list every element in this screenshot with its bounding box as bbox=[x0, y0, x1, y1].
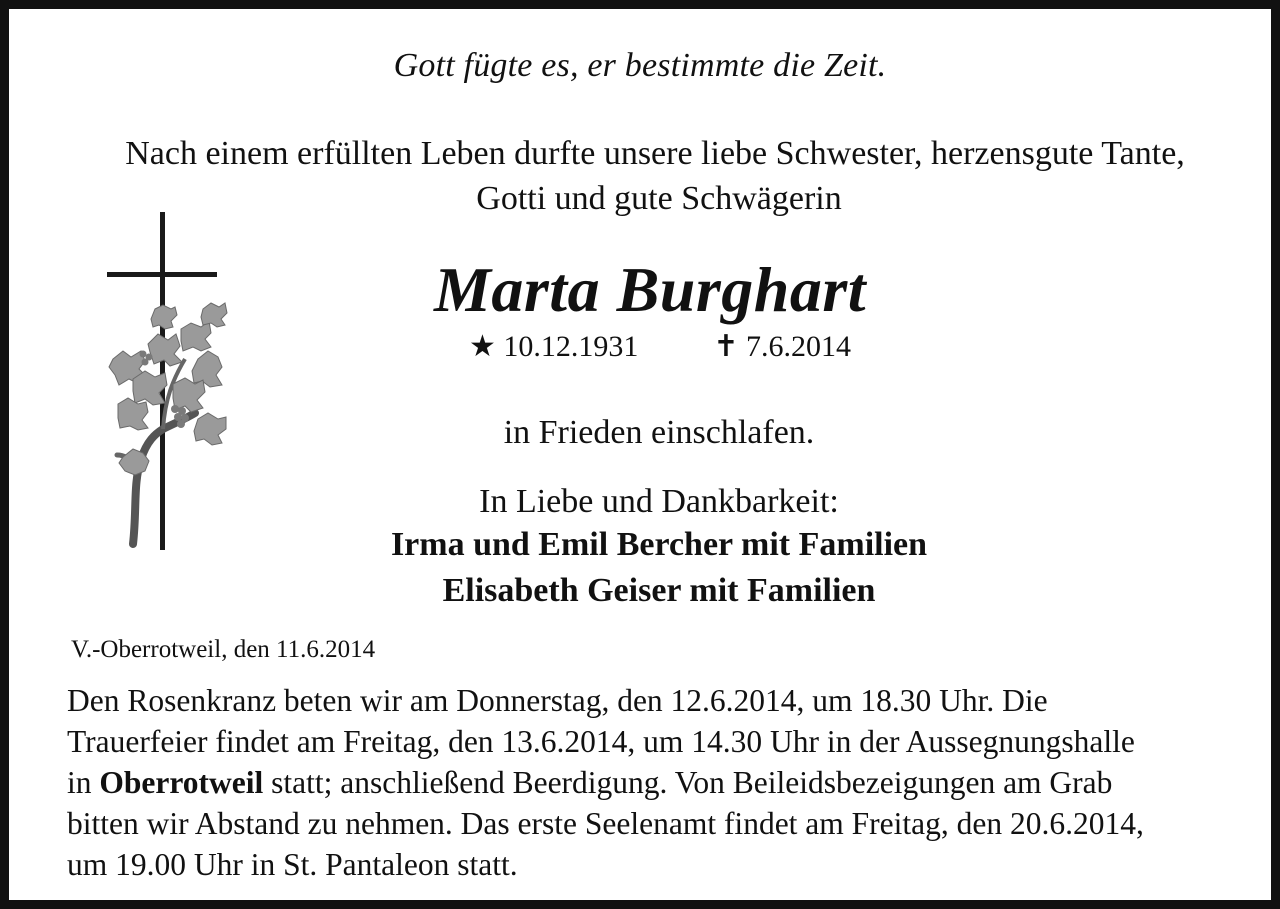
service-line-3-prefix: in bbox=[67, 765, 92, 800]
intro-line-2: Gotti und gute Schwägerin bbox=[476, 180, 842, 217]
mourners-intro: In Liebe und Dankbarkeit: bbox=[479, 483, 839, 520]
mourner-family-1: Irma und Emil Bercher mit Familien bbox=[390, 526, 928, 563]
service-line-5: um 19.00 Uhr in St. Pantaleon statt. bbox=[67, 847, 518, 882]
peace-line: in Frieden einschlafen. bbox=[503, 414, 815, 451]
service-line-3 bbox=[67, 762, 1237, 803]
service-line-3-rest: statt; anschließend Beerdigung. Von Beileidsbezeigungen am Grab bbox=[271, 765, 1113, 800]
service-location: Oberrotweil bbox=[99, 765, 264, 800]
service-info bbox=[67, 680, 1237, 885]
death-date: 7.6.2014 bbox=[746, 330, 852, 363]
life-dates bbox=[9, 329, 1271, 364]
motto: Gott fügte es, er bestimmte die Zeit. bbox=[393, 47, 887, 84]
star-icon: ★ bbox=[468, 330, 496, 363]
service-line-1: Den Rosenkranz beten wir am Donnerstag, den 12.6.2014, um 18.30 Uhr. Die bbox=[67, 683, 1048, 718]
service-line-4: bitten wir Abstand zu nehmen. Das erste Seelenamt findet am Freitag, den 20.6.2014, bbox=[67, 806, 1144, 841]
deceased-name: Marta Burghart bbox=[433, 254, 867, 325]
place-date: V.-Oberrotweil, den 11.6.2014 bbox=[71, 636, 376, 663]
mourner-family-2: Elisabeth Geiser mit Familien bbox=[442, 572, 876, 609]
intro-line-1: Nach einem erfüllten Leben durfte unsere liebe Schwester, herzensgute Tante, bbox=[125, 135, 1185, 172]
service-line-2: Trauerfeier findet am Freitag, den 13.6.2014, um 14.30 Uhr in der Aussegnungshalle bbox=[67, 724, 1135, 759]
birth-date: 10.12.1931 bbox=[503, 330, 639, 363]
cross-icon: ✝ bbox=[713, 330, 739, 363]
